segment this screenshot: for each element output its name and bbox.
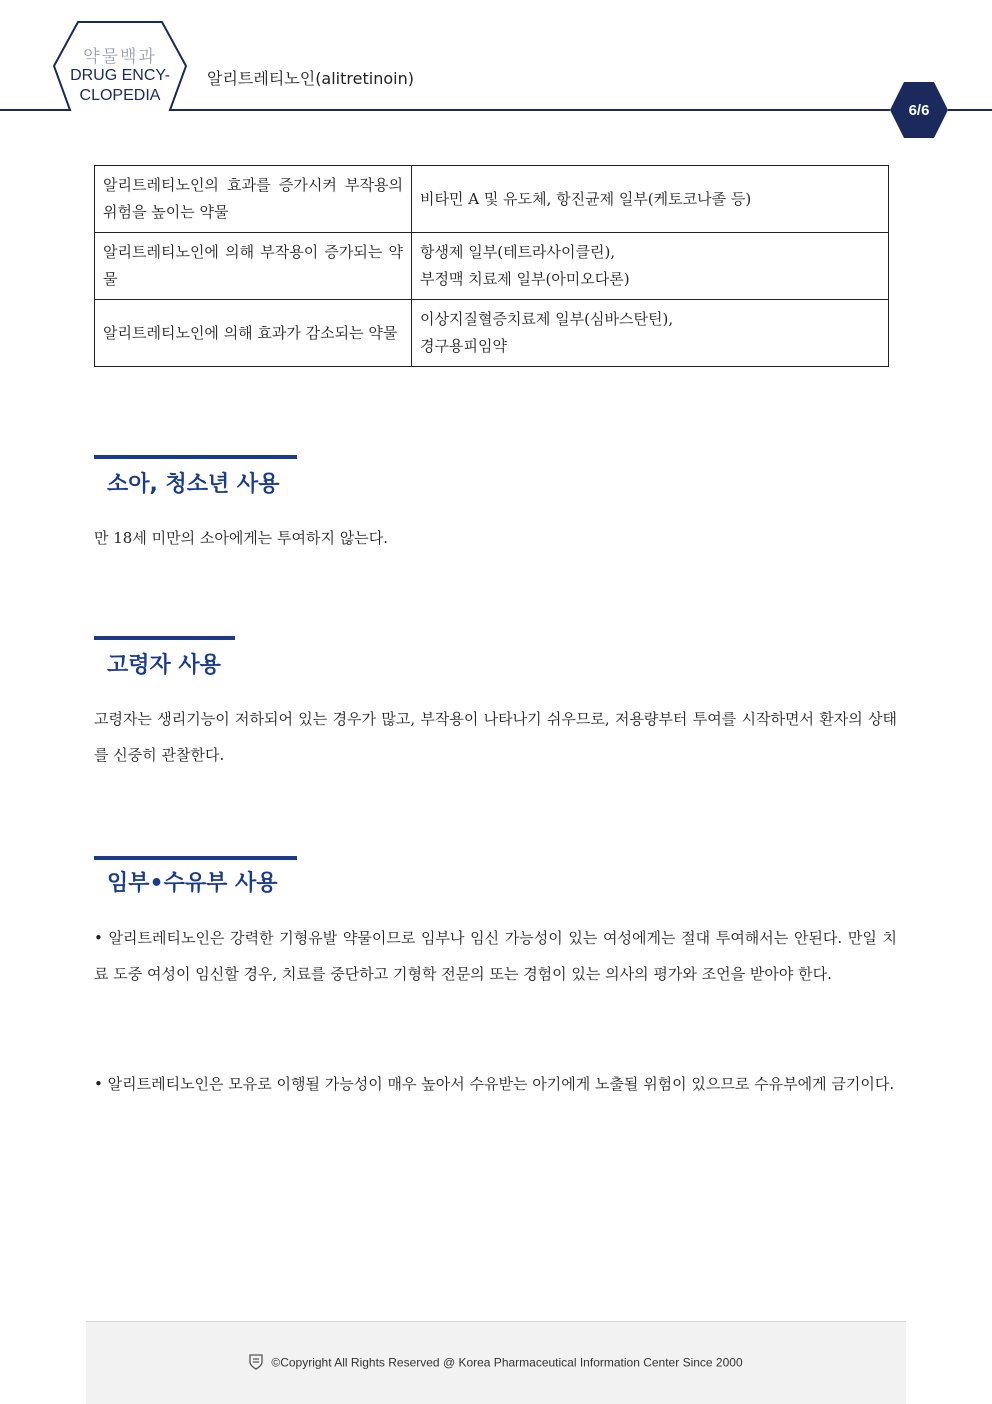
section-accent-bar [94, 455, 297, 459]
logo-english [54, 66, 186, 106]
page-number-badge: 6/6 [908, 101, 930, 119]
table-cell-label: 알리트레티노인에 의해 효과가 감소되는 약물 [95, 300, 412, 367]
logo-korean: 약물백과 [83, 47, 157, 67]
table-cell-label: 알리트레티노인에 의해 부작용이 증가되는 약물 [95, 233, 412, 300]
section-accent-bar [94, 856, 297, 860]
section-title-elderly: 고령자 사용 [107, 653, 221, 678]
page-footer [86, 1321, 906, 1404]
drug-line: 이상지질혈증치료제 일부(심바스탄틴), [420, 310, 674, 328]
table-cell-drugs [412, 300, 889, 367]
footer-content [86, 1354, 906, 1373]
section-accent-bar [94, 636, 235, 640]
drug-line: 부정맥 치료제 일부(아미오다론) [420, 270, 630, 288]
drug-interaction-table [94, 165, 889, 367]
table-cell-drugs [412, 233, 889, 300]
section-paragraph: • 알리트레티노인은 강력한 기형유발 약물이므로 임부나 임신 가능성이 있는 여성에게는 절대 투여해서는 안된다. 만일 치료 도중 여성이 임신할 경우, 치료를 중단하고 기형학 전문의 또는 경험이 있는 의사의 평가와 조언을 받아야 한다. [94, 929, 897, 983]
section-title-pediatric: 소아, 청소년 사용 [107, 472, 280, 497]
section-paragraph: • 알리트레티노인은 모유로 이행될 가능성이 매우 높아서 수유받는 아기에게 노출될 위험이 있으므로 수유부에게 금기이다. [94, 1075, 895, 1093]
table-cell-drugs [412, 166, 889, 233]
copyright-text: ©Copyright All Rights Reserved @ Korea Pharmaceutical Information Center Since 2000 [271, 1355, 743, 1370]
table-row [95, 300, 889, 367]
section-title-pregnancy: 임부•수유부 사용 [107, 871, 278, 896]
section-paragraph: 만 18세 미만의 소아에게는 투여하지 않는다. [94, 529, 389, 547]
drug-line: 항생제 일부(테트라사이클린), [420, 243, 616, 261]
logo-english-line1: DRUG ENCY- [70, 67, 170, 84]
section-paragraph: 고령자는 생리기능이 저하되어 있는 경우가 많고, 부작용이 나타나기 쉬우므로, 저용량부터 투여를 시작하면서 환자의 상태를 신중히 관찰한다. [94, 710, 897, 764]
drug-line: 경구용피임약 [420, 337, 507, 355]
table-row [95, 233, 889, 300]
crest-icon [249, 1354, 263, 1373]
document-title: 알리트레티노인(alitretinoin) [207, 69, 414, 88]
logo-english-line2: CLOPEDIA [79, 87, 161, 104]
table-row [95, 166, 889, 233]
drug-line: 비타민 A 및 유도체, 항진균제 일부(케토코나졸 등) [420, 189, 752, 208]
page-header [0, 0, 992, 140]
table-cell-label: 알리트레티노인의 효과를 증가시켜 부작용의 위험을 높이는 약물 [95, 166, 412, 233]
